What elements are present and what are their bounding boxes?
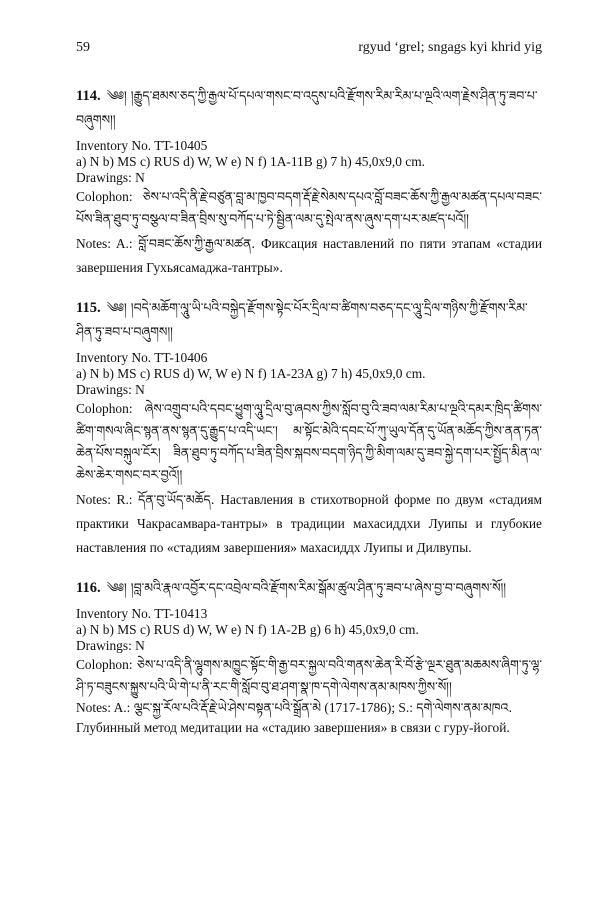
notes-field [76, 488, 542, 560]
inventory-number: Inventory No. TT-10405 [76, 138, 208, 153]
entry-title [76, 84, 542, 132]
entry-details: a) N b) MS c) RUS d) W, W e) N f) 1A-23A g) 7 h) 45,0x9,0 cm. [76, 366, 426, 381]
entry-details: a) N b) MS c) RUS d) W, W e) N f) 1A-11B g) 7 h) 45,0x9,0 cm. [76, 154, 425, 169]
notes-label: Notes: [76, 236, 111, 251]
entry-number: 116. [76, 580, 101, 596]
drawings-field: Drawings: N [76, 170, 145, 185]
catalog-entry [76, 84, 542, 280]
colophon-field [76, 654, 542, 698]
entry-number: 115. [76, 300, 101, 316]
notes-tibetan: དོན་བུ་ཡོད་མཆོད. [138, 492, 215, 507]
page-number: 59 [76, 40, 90, 55]
tibetan-title: ༄༅། །བླ་མའི་རྣལ་འབྱོར་དང་འབྲེལ་བའི་རྫོགས་རིམ་སྒོམ་ཚུལ་ཤིན་ཏུ་ཟབ་པ་ཞེས་བྱ་བ་བཞུགས་སོ།། [106, 580, 507, 595]
notes-tibetan: བློ་བཟང་ཆོས་ཀྱི་རྒྱལ་མཚན. [138, 236, 256, 251]
tibetan-title: ༄༅། །བདེ་མཆོག་ལཱུ་ཡི་པའི་བསྐྱེད་རྫོགས་སྟེང་པོར་དྲིལ་བ་ཚིགས་བཅད་དང་ལཱུ་དྲིལ་གཉིས་ཀྱི་རྫོགས་རིམ་ཤིན་ཏུ་ཟབ་པ་བཞུགས།། [76, 300, 528, 339]
drawings-field: Drawings: N [76, 382, 145, 397]
entry-title [76, 296, 542, 344]
colophon-label: Colophon: [76, 189, 133, 204]
colophon-text: ཅེས་པ་འདི་ནི་རྗེ་བཙུན་བླ་མ་ཁྱབ་བདག་རྡོ་རྗེ་སེམས་དཔའ་བློ་བཟང་ཆོས་ཀྱི་རྒྱལ་མཚན་དཔལ་བཟང་པོས་ཟིན་ཐུབ་ཏུ་བསྩལ་བ་ཟིན་བྲིས་སུ་བཀོད་པ་ཏེ་སྦྱིན་ལམ་དུ་སྤེལ་ནས་ཞུས་དག་པར་མཛད་པའོ།། [76, 189, 542, 226]
notes-tibetan: ལྕང་སྐྱ་རོལ་པའི་རྡོ་རྗེ་ཡེ་ཤེས་བསྟན་པའི་སྒྲོན་མེ [133, 700, 322, 715]
notes-description: Глубинный метод медитации на «стадию завершения» в связи с гуру-йогой. [76, 720, 510, 735]
notes-tibetan-secondary: དགེ་ལེགས་ནམ་མཁའ. [416, 700, 513, 715]
catalog-entry [76, 576, 542, 738]
entry-title [76, 576, 542, 600]
notes-text: Фиксация наставлений по пяти этапам «стадии завершения Гухьясамаджа-тантры». [76, 236, 542, 275]
colophon-field [76, 398, 542, 486]
entry-details: a) N b) MS c) RUS d) W, W e) N f) 1A-2B g) 6 h) 45,0x9,0 cm. [76, 622, 419, 637]
notes-field [76, 232, 542, 280]
colophon-label: Colophon: [76, 657, 133, 672]
notes-author-prefix: A.: [113, 700, 131, 715]
colophon-text: ཅེས་པ་འདི་ནི་ལྷུགས་མཁྱུང་སྟོང་གི་རྒྱ་བར་སྐྱལ་བའི་གནས་ཆེན་རི་བོ་རྩེ་ལྔར་ཐུན་མཆམས་ཞིག་ཏུ་ལྷ་ཤི་ཏ་བཟུངས་སྐྱུས་པའི་ཡི་གེ་པ་ནི་རང་གི་སློབ་བུ་ཐ་ཤག་སྣ་ཁ་དགེ་ལེགས་ནམ་མཁས་ཀྱིས་སོ།། [76, 657, 542, 694]
notes-author-prefix: A.: [115, 236, 133, 251]
colophon-label: Colophon: [76, 401, 133, 416]
notes-label: Notes: [76, 492, 111, 507]
notes-text: Наставления в стихотворной форме по двум «стадиям практики Чакрасамвара-тантры» в традиции махасиддхи Луипы и глубокие наставления по «стадиям завершения» махасиддх Луипы и Дилвупы. [76, 492, 542, 555]
running-title: rgyud ‘grel; sngags kyi khrid yig [358, 40, 542, 55]
inventory-number: Inventory No. TT-10406 [76, 350, 208, 365]
colophon-text: ཞེས་འགྲུབ་པའི་དབང་ཕྱུག་ལཱུ་དྲིལ་བུ་ཞབས་ཀྱིས་སློབ་བུ་འི་ཟབ་ལམ་རིམ་པ་ལྔའི་དམར་ཁྲིད་ཚིགས་ཚིག་གསལ་ཞིང་སྙན་ནས་སྙན་དུ་རྒྱུད་པ་འདི་ཡང་། མ་སྟོང་མེའི་དབང་པོ་ཀུ་ཡུལ་དོན་དུ་ཡོན་མཆོད་ཀྱིས་ནན་ཏན་ཆེན་པོས་བསྐུལ་ངོར། ཟིན་ཐུབ་ཏུ་བཀོད་པ་ཟིན་བྲིས་སྐབས་བདག་ཉིད་ཀྱི་མིག་ལམ་དུ་ཟབ་སྐྱེ་དག་པར་སྤྱོད་མིན་ལ་ཆེས་ཆེར་གསང་བར་བྱའོ།། [76, 401, 542, 482]
catalog-entry [76, 296, 542, 560]
notes-dates: (1717-1786); S.: [324, 700, 413, 715]
notes-author-prefix: R.: [116, 492, 133, 507]
notes-field [76, 698, 542, 718]
running-head [76, 40, 542, 56]
entry-number: 114. [76, 88, 101, 104]
drawings-field: Drawings: N [76, 638, 145, 653]
tibetan-title: ༄༅། །རྒྱུད་ཐམས་ཅད་ཀྱི་རྒྱལ་པོ་དཔལ་གསང་བ་འདུས་པའི་རྫོགས་རིམ་རིམ་པ་ལྔའི་ལག་རྗེས་ཤིན་ཏུ་ཟབ་པ་བཞུགས།། [76, 88, 538, 127]
inventory-number: Inventory No. TT-10413 [76, 606, 208, 621]
notes-label: Notes: [76, 700, 111, 715]
colophon-field [76, 186, 542, 230]
